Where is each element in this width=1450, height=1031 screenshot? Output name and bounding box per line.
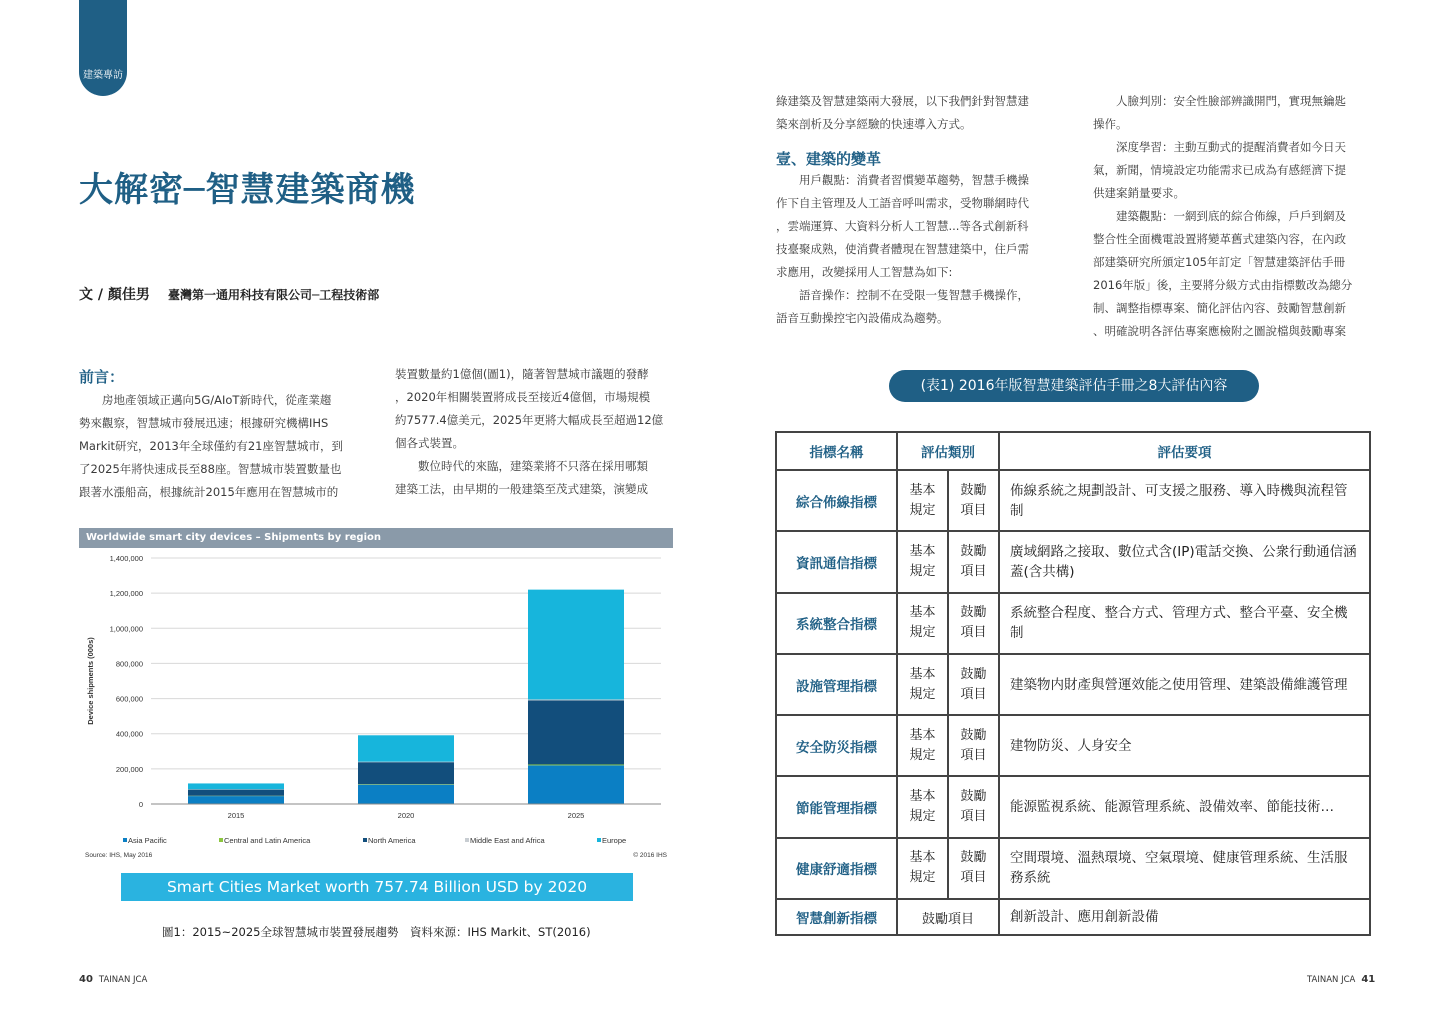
- article-title: 大解密─智慧建築商機: [79, 170, 416, 210]
- table-caption: (表1) 2016年版智慧建築評估手冊之8大評估內容: [889, 370, 1259, 402]
- text-line: 了2025年將快速成長至88座。智慧城市裝置數量也: [79, 462, 342, 476]
- text-line: 跟著水漲船高，根據統計2015年應用在智慧城市的: [79, 485, 339, 499]
- header-items: 評估要項: [999, 432, 1370, 470]
- text-line: 勢來觀察，智慧城市發展迅速；根據研究機構IHS: [79, 416, 329, 430]
- magazine-name-left: TAINAN JCA: [98, 975, 148, 985]
- text-line: 個各式裝置。: [395, 436, 464, 450]
- x-tick-label: 2025: [567, 811, 585, 820]
- text-line: 建築工法，由早期的一般建築至茂式建築，演變成: [395, 482, 648, 496]
- text-line: 數位時代的來臨，建築業將不只落在採用哪類: [395, 459, 648, 473]
- evaluation-items: 佈線系統之規劃設計、可支援之服務、導入時機與流程管制: [999, 470, 1370, 531]
- byline: [79, 284, 379, 304]
- y-tick-label: 1,400,000: [109, 554, 143, 563]
- text-line: ，雲端運算、大資料分析人工智慧...等各式創新科: [776, 219, 1029, 233]
- table-row: [776, 715, 1370, 776]
- text-line: 約7577.4億美元，2025年更將大幅成長至超過12億: [395, 413, 664, 427]
- bar-segment: [358, 762, 454, 763]
- text-line: 房地產領域正邁向5G/AIoT新時代，從產業趨: [79, 393, 332, 407]
- x-tick-label: 2015: [227, 811, 245, 820]
- legend-swatch: [219, 838, 223, 842]
- bar-segment: [188, 796, 284, 804]
- bar-segment: [528, 590, 624, 700]
- indicator-name: 設施管理指標: [776, 654, 897, 715]
- legend-label: Asia Pacific: [128, 836, 167, 845]
- table-row: [776, 899, 1370, 935]
- text-line: 用戶觀點：消費者習慣變革趨勢，智慧手機操: [776, 173, 1029, 187]
- text-line: 部建築研究所頒定105年訂定「智慧建築評估手冊: [1093, 255, 1345, 269]
- chart-title: Worldwide smart city devices – Shipments by region: [79, 528, 673, 548]
- text-line: Markit研究，2013年全球僅約有21座智慧城市，到: [79, 439, 343, 453]
- y-tick-label: 0: [138, 800, 143, 809]
- body-column-3: [776, 90, 1056, 330]
- basic-rule-cell: 基本 規定: [897, 838, 948, 899]
- text-line: 綠建築及智慧建築兩大發展，以下我們針對智慧建: [776, 94, 1029, 108]
- body-column-4: [1093, 90, 1373, 343]
- figure-caption: 圖1：2015~2025全球智慧城市裝置發展趨勢 資料來源：IHS Markit、ST(2016): [162, 925, 591, 939]
- evaluation-items: 建物防災、人身安全: [999, 715, 1370, 776]
- bar-segment: [358, 762, 454, 784]
- legend-swatch: [363, 838, 367, 842]
- header-category: 評估類別: [897, 432, 999, 470]
- basic-rule-cell: 基本 規定: [897, 470, 948, 531]
- bar-segment: [188, 783, 284, 789]
- table-row: [776, 593, 1370, 654]
- indicator-name: 綜合佈線指標: [776, 470, 897, 531]
- byline-organization: 臺灣第一通用科技有限公司─工程技術部: [168, 288, 380, 302]
- legend-swatch: [465, 838, 469, 842]
- legend-label: Europe: [602, 836, 627, 845]
- basic-rule-cell: 基本 規定: [897, 715, 948, 776]
- text-line: 供建案銷量要求。: [1093, 186, 1185, 200]
- bar-segment: [358, 735, 454, 761]
- legend-swatch: [597, 838, 601, 842]
- intro-column-1: [79, 366, 359, 504]
- footer-right: [1307, 974, 1375, 985]
- chart-copyright: © 2016 IHS: [633, 852, 667, 859]
- indicator-name: 資訊通信指標: [776, 531, 897, 592]
- table-row: [776, 654, 1370, 715]
- evaluation-items: 能源監視系統、能源管理系統、設備效率、節能技術…: [999, 776, 1370, 837]
- basic-rule-cell: 基本 規定: [897, 593, 948, 654]
- indicator-name: 節能管理指標: [776, 776, 897, 837]
- legend-label: North America: [368, 836, 416, 845]
- category-cell: 鼓勵項目: [897, 899, 999, 935]
- chart-plot: [79, 548, 673, 893]
- y-tick-label: 1,000,000: [109, 624, 143, 634]
- text-line: 整合性全面機電設置將變革舊式建築內容，在內政: [1093, 232, 1346, 246]
- basic-rule-cell: 基本 規定: [897, 776, 948, 837]
- page-number-right: 41: [1361, 974, 1376, 985]
- smart-city-chart: [79, 528, 673, 903]
- footer-left: [79, 974, 147, 985]
- chart-source: Source: IHS, May 2016: [85, 852, 153, 859]
- text-line: 制、調整指標專案、簡化評估內容、鼓勵智慧創新: [1093, 301, 1346, 315]
- indicator-name: 健康舒適指標: [776, 838, 897, 899]
- chart-banner: Smart Cities Market worth 757.74 Billion USD by 2020: [121, 873, 633, 901]
- text-line: 人臉判別：安全性臉部辨識開門，實現無鑰匙: [1093, 94, 1346, 108]
- encourage-item-cell: 鼓勵 項目: [948, 654, 999, 715]
- bar-segment: [188, 790, 284, 796]
- encourage-item-cell: 鼓勵 項目: [948, 838, 999, 899]
- text-line: 技臺聚成熟，使消費者體現在智慧建築中，住戶需: [776, 242, 1029, 256]
- y-axis-label: Device shipments (000s): [86, 637, 95, 725]
- encourage-item-cell: 鼓勵 項目: [948, 776, 999, 837]
- text-line: 語音操作：控制不在受限一隻智慧手機操作，: [776, 288, 1029, 302]
- y-tick-label: 600,000: [115, 694, 143, 704]
- indicator-name: 安全防災指標: [776, 715, 897, 776]
- text-line: 、明確說明各評估專案應檢附之圖說檔與鼓勵專案: [1093, 324, 1346, 338]
- encourage-item-cell: 鼓勵 項目: [948, 593, 999, 654]
- text-line: ，2020年相關裝置將成長至接近4億個，市場規模: [395, 390, 651, 404]
- magazine-name-right: TAINAN JCA: [1307, 975, 1356, 985]
- bar-segment: [358, 785, 454, 804]
- text-line: 操作。: [1093, 117, 1128, 131]
- evaluation-items: 空間環境、溫熱環境、空氣環境、健康管理系統、生活服務系統: [999, 838, 1370, 899]
- basic-rule-cell: 基本 規定: [897, 531, 948, 592]
- evaluation-items: 創新設計、應用創新設備: [999, 899, 1370, 935]
- encourage-item-cell: 鼓勵 項目: [948, 715, 999, 776]
- encourage-item-cell: 鼓勵 項目: [948, 470, 999, 531]
- table-row: [776, 531, 1370, 592]
- bar-segment: [528, 699, 624, 700]
- table-row: [776, 838, 1370, 899]
- text-line: 語音互動操控宅內設備成為趨勢。: [776, 311, 949, 325]
- bar-segment: [528, 764, 624, 765]
- legend-label: Central and Latin America: [224, 836, 311, 845]
- bar-segment: [528, 765, 624, 804]
- y-tick-label: 400,000: [115, 729, 143, 739]
- intro-column-2: [395, 363, 675, 501]
- text-line: 作下自主管理及人工語音呼叫需求，受物聯網時代: [776, 196, 1029, 210]
- evaluation-table: [775, 431, 1371, 936]
- evaluation-items: 系統整合程度、整合方式、管理方式、整合平臺、安全機制: [999, 593, 1370, 654]
- text-line: 求應用，改變採用人工智慧為如下:: [776, 265, 953, 279]
- table-row: [776, 470, 1370, 531]
- text-line: 氣，新聞，情境設定功能需求已成為有感經濟下提: [1093, 163, 1346, 177]
- text-line: 深度學習：主動互動式的提醒消費者如今日天: [1093, 140, 1346, 154]
- table-row: [776, 776, 1370, 837]
- section-tab-label: 建築專訪: [83, 70, 123, 81]
- table-header-row: [776, 432, 1370, 470]
- indicator-name: 系統整合指標: [776, 593, 897, 654]
- legend-label: Middle East and Africa: [470, 836, 545, 845]
- text-line: 2016年版」後，主要將分級方式由指標數改為總分: [1093, 278, 1353, 292]
- x-tick-label: 2020: [397, 811, 415, 820]
- bar-segment: [358, 784, 454, 785]
- section-tab: [79, 0, 127, 96]
- text-line: 築來剖析及分享經驗的快速導入方式。: [776, 117, 972, 131]
- y-tick-label: 1,200,000: [109, 589, 143, 599]
- bar-segment: [528, 700, 624, 764]
- y-tick-label: 800,000: [115, 659, 143, 669]
- page-number-left: 40: [79, 974, 93, 985]
- encourage-item-cell: 鼓勵 項目: [948, 531, 999, 592]
- header-indicator-name: 指標名稱: [776, 432, 897, 470]
- evaluation-items: 廣域網路之接取、數位式含(IP)電話交換、公衆行動通信涵蓋(含共構): [999, 531, 1370, 592]
- legend-swatch: [123, 838, 127, 842]
- basic-rule-cell: 基本 規定: [897, 654, 948, 715]
- indicator-name: 智慧創新指標: [776, 899, 897, 935]
- evaluation-items: 建築物内財產與營運效能之使用管理、建築設備維護管理: [999, 654, 1370, 715]
- y-tick-label: 200,000: [115, 764, 143, 774]
- text-line: 裝置數量約1億個(圖1)，隨著智慧城市議題的發酵: [395, 367, 649, 381]
- byline-author: 文 / 顏佳男: [79, 287, 150, 303]
- section-heading-1: 壹、建築的變革: [776, 150, 882, 168]
- intro-heading: 前言：: [79, 368, 125, 386]
- text-line: 建築觀點：一網到底的綜合佈線，戶戶到網及: [1093, 209, 1346, 223]
